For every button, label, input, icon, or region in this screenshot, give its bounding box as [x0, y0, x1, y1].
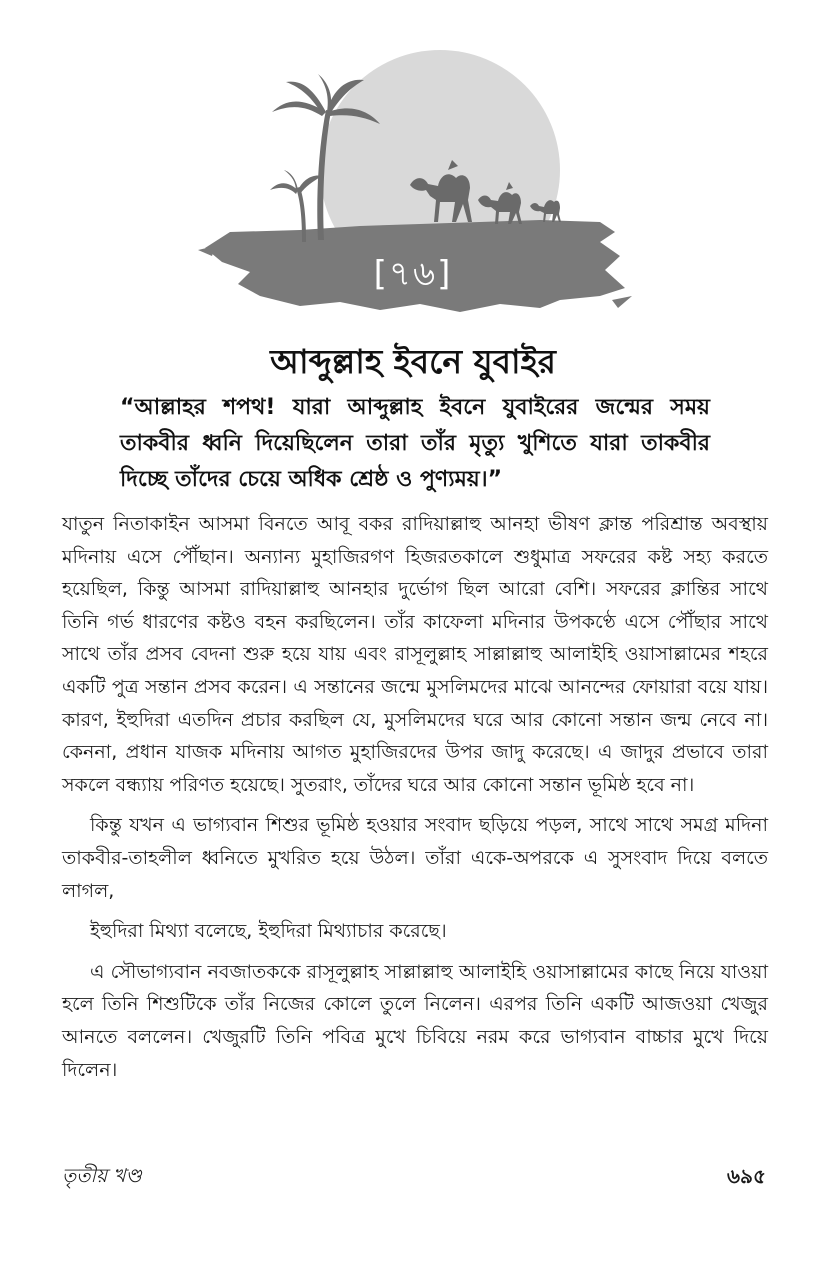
paragraph: ইহুদিরা মিথ্যা বলেছে, ইহুদিরা মিথ্যাচার করেছে। [90, 920, 447, 943]
chapter-number: [৭৬] [373, 254, 453, 294]
chapter-title: আব্দুল্লাহ ইবনে যুবাইর [270, 342, 556, 381]
paragraph: কিন্তু যখন এ ভাগ্যবান শিশুর ভূমিষ্ঠ হওয়ার সংবাদ ছড়িয়ে পড়ল, সাথে সাথে সমগ্র মদিনা তাকবীর-তাহলীল ধ্বনিতে মুখরিত হয়ে উঠল। তাঁরা একে-অপরকে এ সুসংবাদ দিয়ে বলতে লাগল, [62, 814, 768, 902]
paragraph: যাতুন নিতাকাইন আসমা বিনতে আবূ বকর রাদিয়াল্লাহু আনহা ভীষণ ক্লান্ত পরিশ্রান্ত অবস্থায় মদিনায় এসে পৌঁছান। অন্যান্য মুহাজিরগণ হিজরতকালে শুধুমাত্র সফরের কষ্ট সহ্য করতে হয়েছিল, কিন্তু আসমা রাদিয়াল্লাহু আনহার দুর্ভোগ ছিল আরো বেশি। সফরের ক্লান্তির সাথে তিনি গর্ভ ধারণের কষ্টও বহন করছিলেন। তাঁর কাফেলা মদিনার উপকণ্ঠে এসে পৌঁছার সাথে সাথে তাঁর প্রসব বেদনা শুরু হয়ে যায় এবং রাসূলুল্লাহ সাল্লাল্লাহু আলাইহি ওয়াসাল্লামের শহরে একটি পুত্র সন্তান প্রসব করেন। এ সন্তানের জন্মে মুসলিমদের মাঝে আনন্দের ফোয়ারা বয়ে যায়। কারণ, ইহুদিরা এতদিন প্রচার করছিল যে, মুসলিমদের ঘরে আর কোনো সন্তান জন্ম নেবে না। কেননা, প্রধান যাজক মদিনায় আগত মুহাজিরদের উপর জাদু করেছে। এ জাদুর প্রভাবে তারা সকলে বন্ধ্যায় পরিণত হয়েছে। সুতরাং, তাঁদের ঘরে আর কোনো সন্তান ভূমিষ্ঠ হবে না। [62, 513, 768, 796]
page-number: ৬৯৫ [727, 1164, 766, 1188]
body-text [62, 508, 768, 1094]
epigraph-quote: “আল্লাহর শপথ! যারা আব্দুল্লাহ ইবনে যুবাইরের জন্মের সময় তাকবীর ধ্বনি দিয়েছিলেন তারা তাঁর মৃত্যু খুশিতে যারা তাকবীর দিচ্ছে তাঁদের চেয়ে অধিক শ্রেষ্ঠ ও পুণ্যময়।” [120, 395, 710, 492]
volume-label: তৃতীয় খণ্ড [62, 1165, 142, 1187]
paragraph: এ সৌভাগ্যবান নবজাতককে রাসূলুল্লাহ সাল্লাল্লাহু আলাইহি ওয়াসাল্লামের কাছে নিয়ে যাওয়া হলে তিনি শিশুটিকে তাঁর নিজের কোলে তুলে নিলেন। এরপর তিনি একটি আজওয়া খেজুর আনতে বললেন। খেজুরটি তিনি পবিত্র মুখে চিবিয়ে নরম করে ভাগ্যবান বাচ্চার মুখে দিয়ে দিলেন। [62, 960, 768, 1081]
